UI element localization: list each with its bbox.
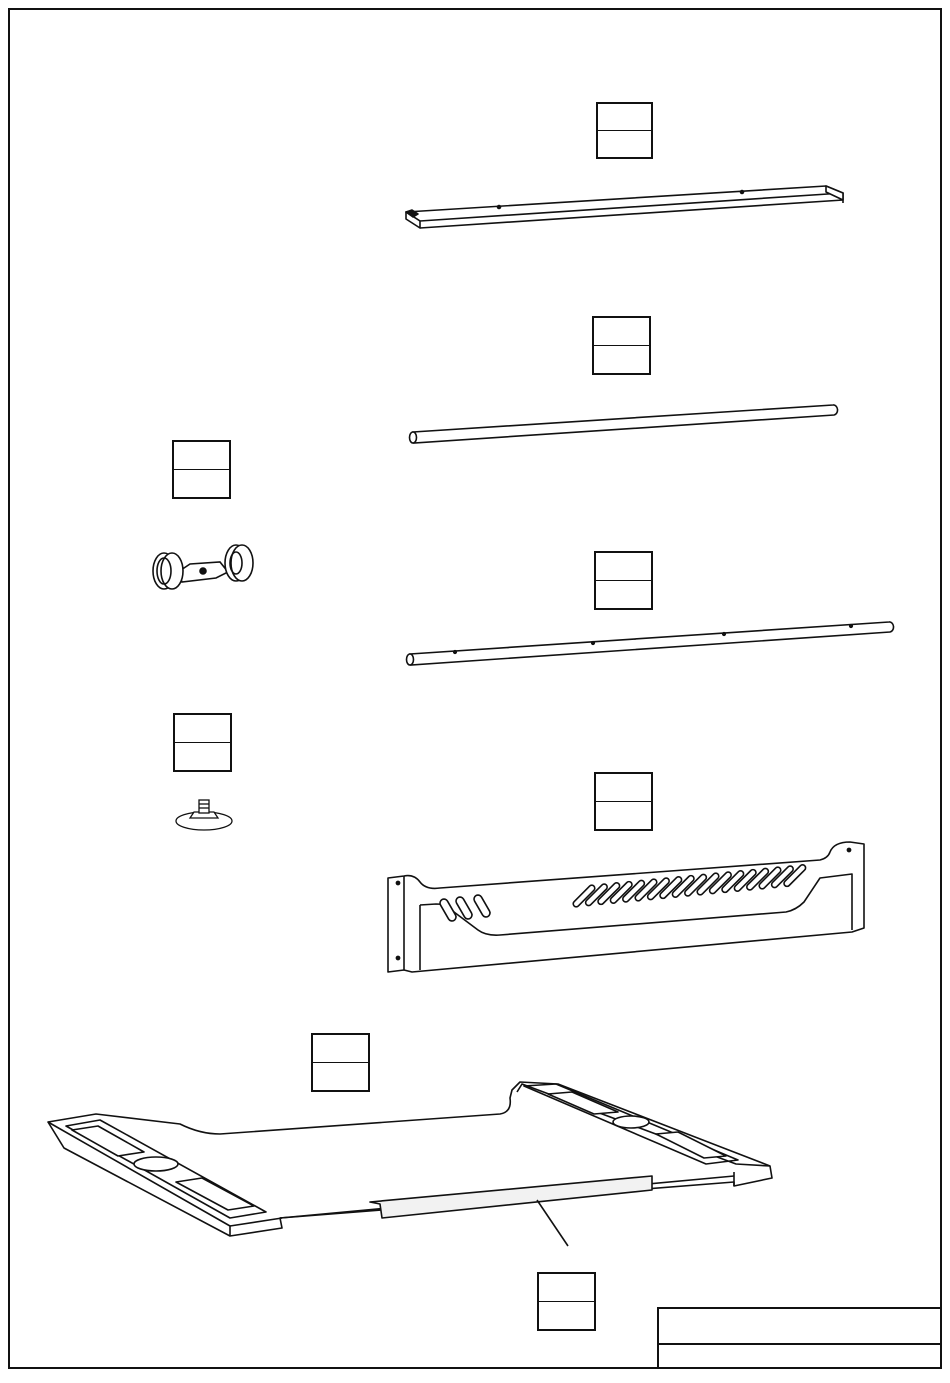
part-label-rail-top — [598, 104, 651, 131]
part-label-drilled-tube-bottom — [596, 581, 651, 609]
part-label-front-strip-top — [539, 1274, 594, 1302]
part-label-foot-bottom — [175, 743, 230, 771]
part-label-rail-bottom — [598, 131, 651, 158]
part-label-round-tube — [592, 316, 651, 375]
part-label-rail — [596, 102, 653, 159]
part-label-desktop-bottom — [313, 1063, 368, 1091]
part-label-desktop — [311, 1033, 370, 1092]
round-tube-icon — [410, 405, 838, 443]
channel-rail-icon — [406, 186, 843, 228]
wheel-axle-icon — [153, 545, 253, 589]
part-label-drilled-tube — [594, 551, 653, 610]
leveling-foot-icon — [176, 800, 232, 830]
part-label-back-panel-top — [596, 774, 651, 802]
desktop-panel-icon — [48, 1082, 772, 1246]
part-label-front-strip — [537, 1272, 596, 1331]
part-label-back-panel-bottom — [596, 802, 651, 830]
title-block-row2 — [659, 1345, 941, 1368]
part-label-drilled-tube-top — [596, 553, 651, 581]
part-label-round-tube-top — [594, 318, 649, 346]
part-label-wheel-bottom — [174, 470, 229, 498]
part-label-front-strip-bottom — [539, 1302, 594, 1330]
drilled-tube-icon — [407, 622, 894, 665]
part-label-round-tube-bottom — [594, 346, 649, 374]
title-block-row1 — [659, 1309, 941, 1345]
part-label-foot — [173, 713, 232, 772]
slotted-back-panel-icon — [388, 842, 864, 972]
title-block — [657, 1307, 941, 1368]
part-label-wheel-top — [174, 442, 229, 470]
part-label-back-panel — [594, 772, 653, 831]
part-label-foot-top — [175, 715, 230, 743]
part-label-desktop-top — [313, 1035, 368, 1063]
part-label-wheel — [172, 440, 231, 499]
